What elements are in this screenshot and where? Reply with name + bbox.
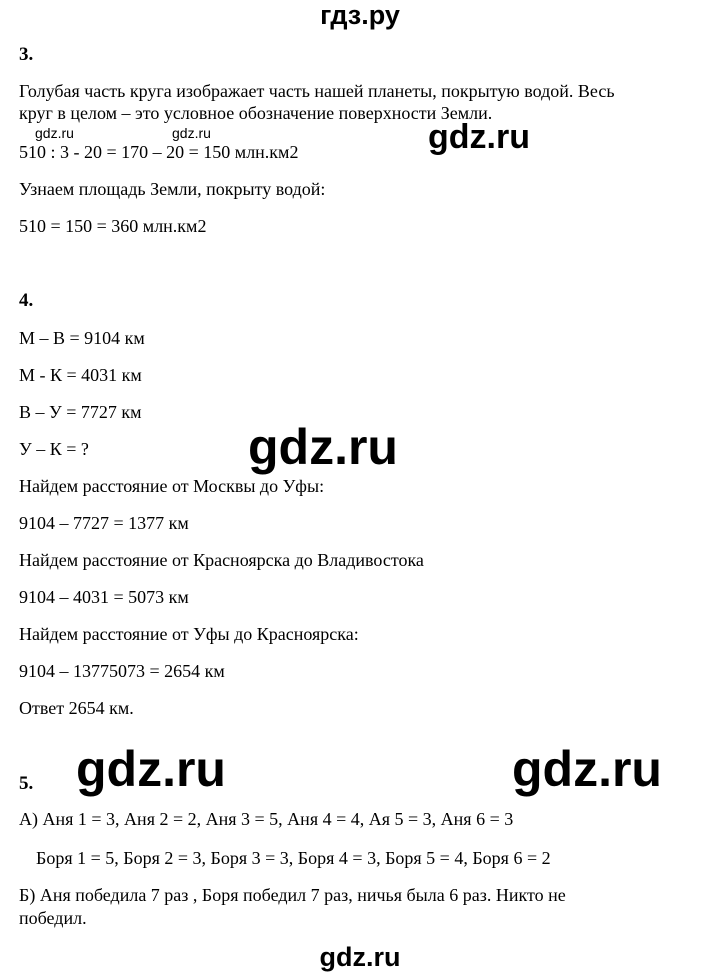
task-3-text-line-2: круг в целом – это условное обозначение поверхности Земли. (19, 103, 493, 123)
task-4-answer: Ответ 2654 км. (19, 698, 134, 718)
task-4-line: 9104 – 4031 = 5073 км (19, 587, 189, 607)
task-4-line: М – В = 9104 км (19, 328, 145, 348)
task-4-line: Найдем расстояние от Красноярска до Владивостока (19, 550, 424, 570)
watermark-large: gdz.ru (428, 118, 530, 156)
task-4-line: У – К = ? (19, 439, 89, 459)
site-footer: gdz.ru (319, 942, 401, 972)
task-4-line: 9104 – 13775073 = 2654 км (19, 661, 225, 681)
task-3-calc-1: 510 : 3 - 20 = 170 – 20 = 150 млн.км2 (19, 142, 299, 162)
watermark-large: gdz.ru (76, 741, 226, 797)
task-5-number: 5. (19, 773, 34, 794)
site-header: гдз.ру (320, 0, 400, 30)
task-5-line-b1: Б) Аня победила 7 раз , Боря победил 7 раз, ничья была 6 раз. Никто не (19, 885, 566, 905)
task-5-line-b2: победил. (19, 908, 87, 928)
task-5-line-a2: Боря 1 = 5, Боря 2 = 3, Боря 3 = 3, Боря 4 = 3, Боря 5 = 4, Боря 6 = 2 (36, 848, 551, 868)
task-3-text-line-1: Голубая часть круга изображает часть нашей планеты, покрытую водой. Весь (19, 81, 615, 101)
task-4-line: Найдем расстояние от Уфы до Красноярска: (19, 624, 359, 644)
task-4-number: 4. (19, 290, 34, 311)
watermark-small-1: gdz.ru (35, 125, 74, 141)
task-3-calc-2: 510 = 150 = 360 млн.км2 (19, 216, 207, 236)
task-4-line: Найдем расстояние от Москвы до Уфы: (19, 476, 325, 496)
watermark-large: gdz.ru (512, 741, 662, 797)
task-4-line: В – У = 7727 км (19, 402, 142, 422)
task-5-line-a: А) Аня 1 = 3, Аня 2 = 2, Аня 3 = 5, Аня 4 = 4, Ая 5 = 3, Аня 6 = 3 (19, 809, 514, 829)
watermark-small-2: gdz.ru (172, 125, 211, 141)
task-4-line: 9104 – 7727 = 1377 км (19, 513, 189, 533)
watermark-large: gdz.ru (248, 419, 398, 475)
task-4-line: М - К = 4031 км (19, 365, 142, 385)
task-3-subtitle: Узнаем площадь Земли, покрыту водой: (19, 179, 326, 199)
task-3-number: 3. (19, 44, 34, 65)
